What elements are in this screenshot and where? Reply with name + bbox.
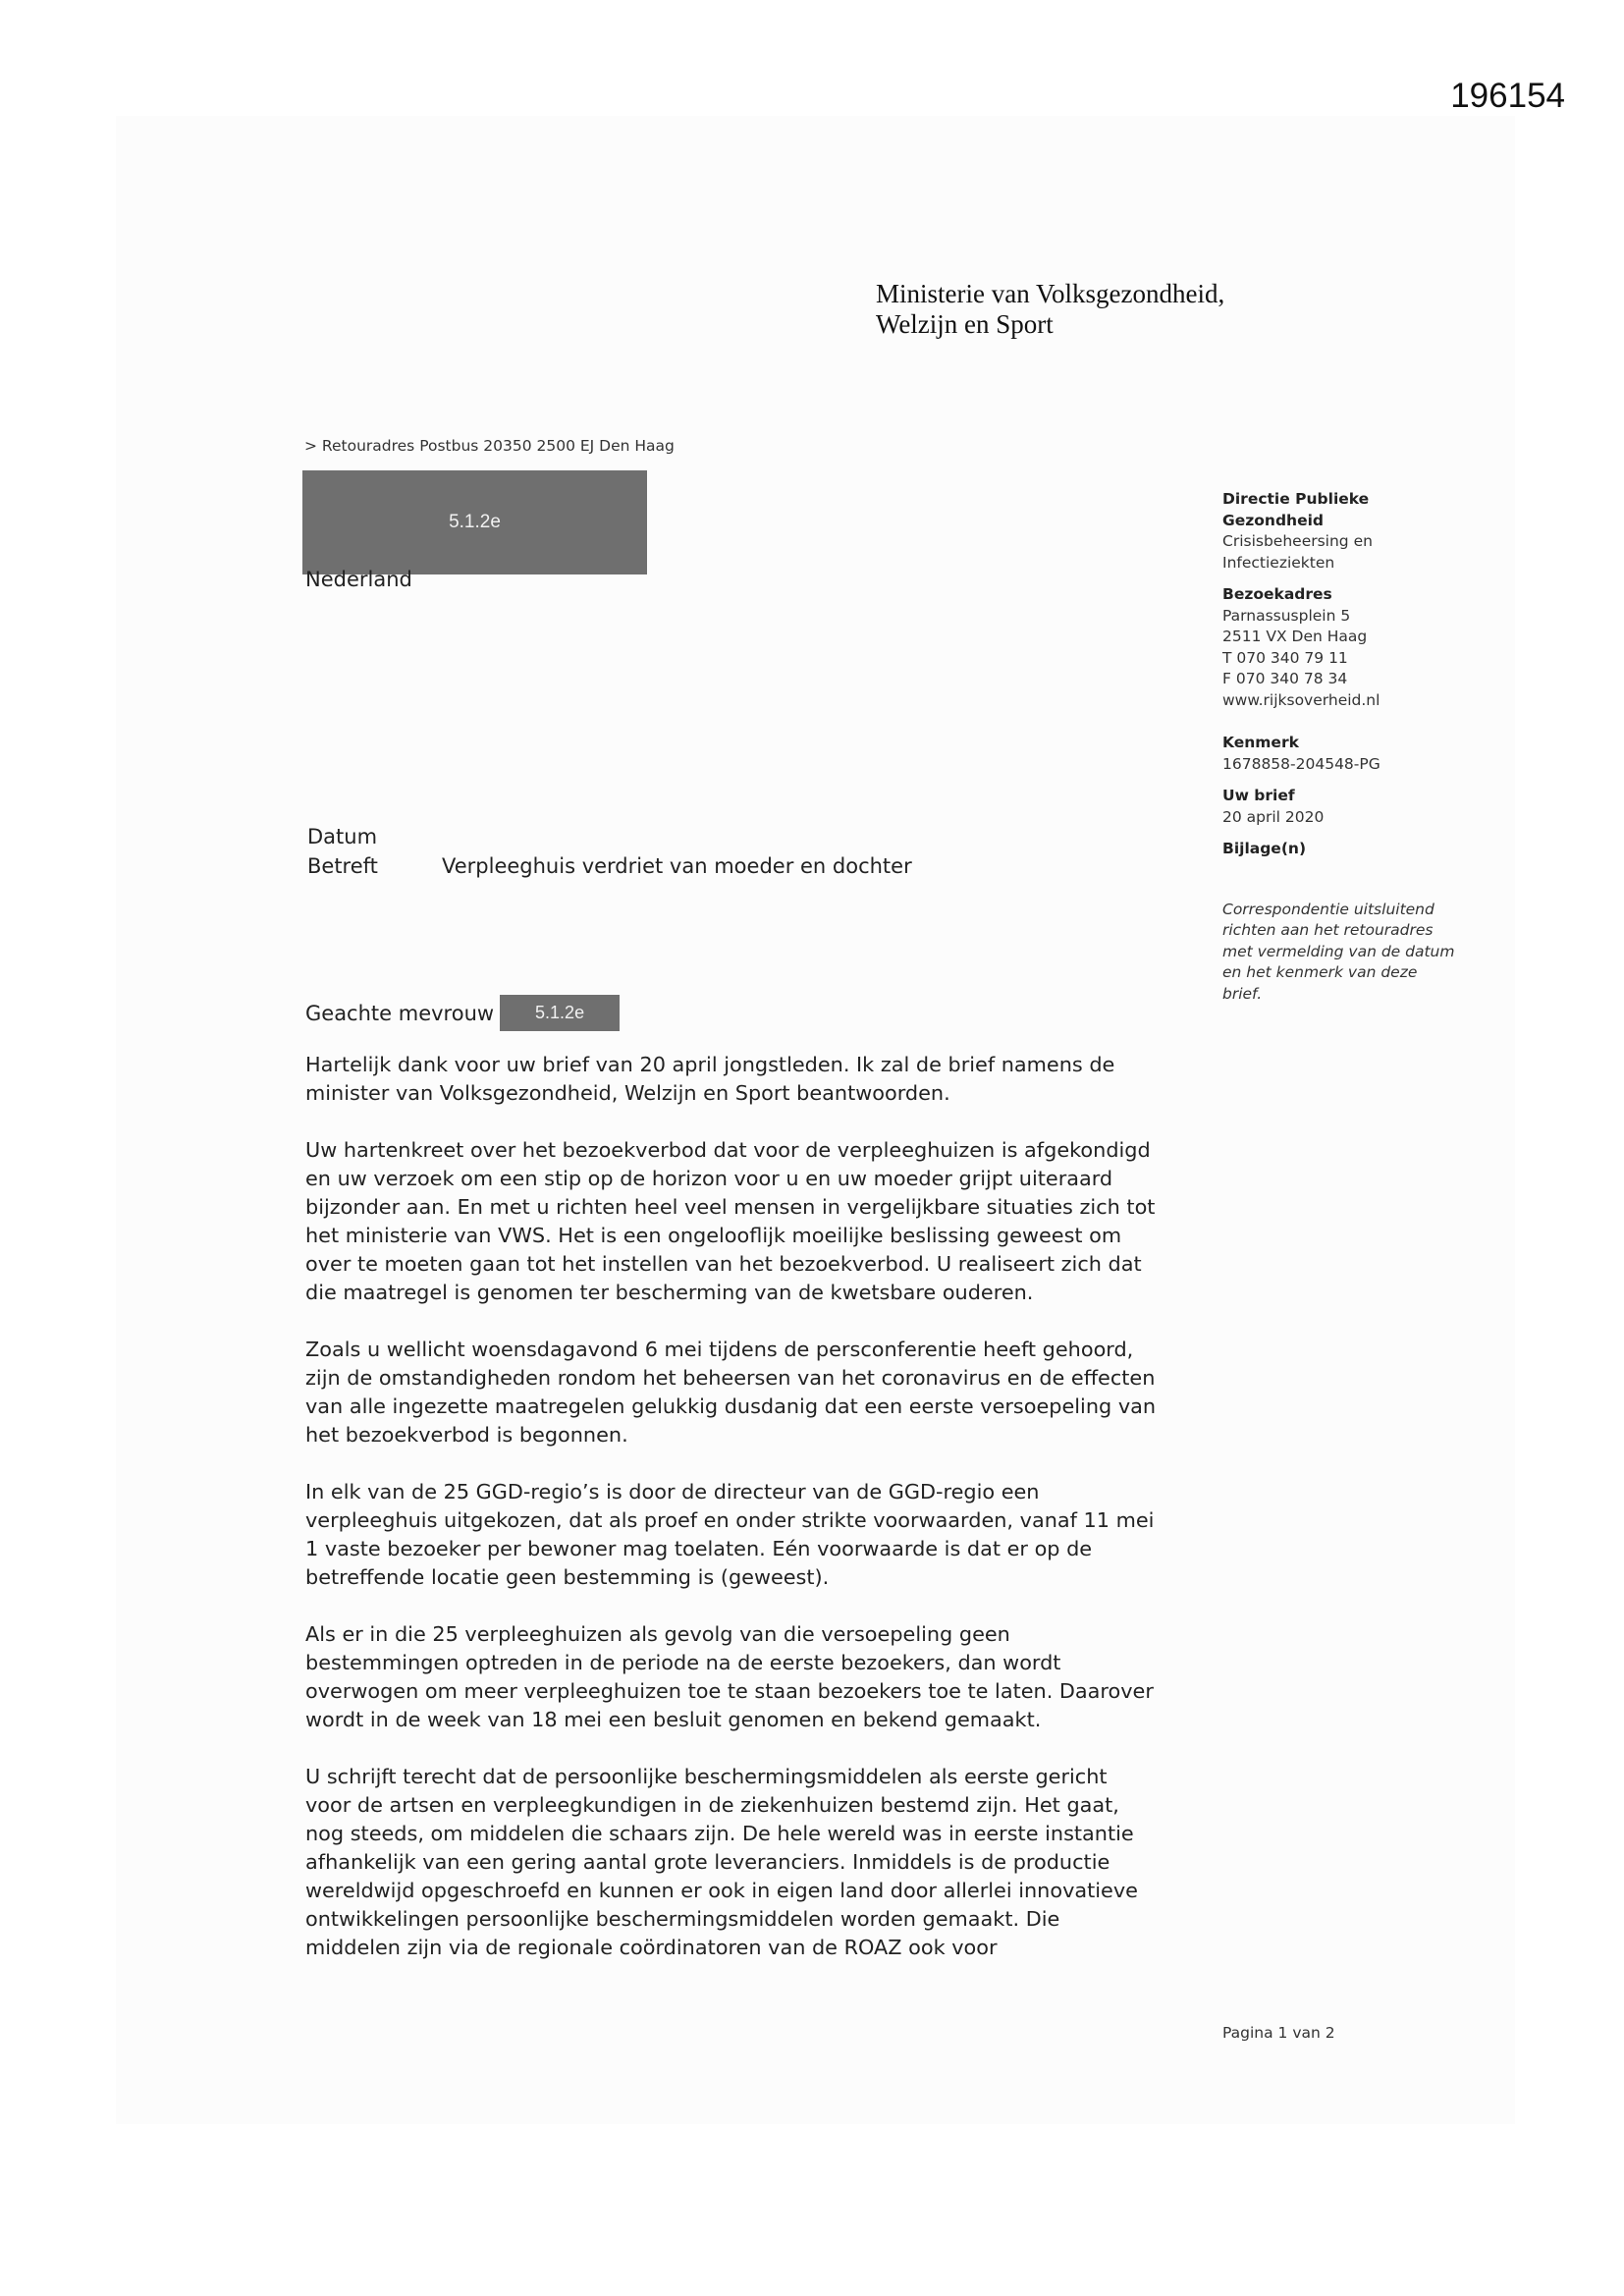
ministry-line: Ministerie van Volksgezondheid,	[876, 279, 1225, 308]
body-line: bijzonder aan. En met u richten heel veel mensen in vergelijkbare situaties zich tot	[305, 1195, 1156, 1219]
body-line: verpleeghuis uitgekozen, dat als proef en onder strikte voorwaarden, vanaf 11 mei	[305, 1508, 1155, 1532]
page-number: Pagina 1 van 2	[1222, 2024, 1335, 2042]
visit-address-line: Parnassusplein 5	[1222, 606, 1351, 625]
body-line: overwogen om meer verpleeghuizen toe te staan bezoekers toe te laten. Daarover	[305, 1679, 1154, 1703]
subject-row	[307, 851, 912, 881]
subject-label: Betreft	[307, 854, 378, 878]
body-paragraph	[305, 1478, 1214, 1592]
department-name: Gezondheid	[1222, 511, 1324, 529]
body-line: wereldwijd opgeschroefd en kunnen er ook in eigen land door allerlei innovatieve	[305, 1879, 1138, 1902]
recipient-country: Nederland	[305, 568, 412, 591]
your-letter-heading: Uw brief	[1222, 787, 1295, 804]
subdepartment-name: Crisisbeheersing en	[1222, 532, 1373, 550]
visit-address-line: 2511 VX Den Haag	[1222, 628, 1368, 645]
body-line: Hartelijk dank voor uw brief van 20 april jongstleden. Ik zal de brief namens de	[305, 1053, 1115, 1076]
visit-address-heading: Bezoekadres	[1222, 585, 1332, 603]
phone-number: T 070 340 79 11	[1222, 648, 1348, 667]
ministry-line: Welzijn en Sport	[876, 309, 1054, 339]
redacted-recipient-address: 5.1.2e	[302, 470, 647, 574]
body-line: ontwikkelingen persoonlijke beschermingsmiddelen worden gemaakt. Die	[305, 1907, 1060, 1931]
body-paragraph	[305, 1620, 1214, 1734]
body-line: die maatregel is genomen ter bescherming van de kwetsbare ouderen.	[305, 1281, 1034, 1304]
note-line: brief.	[1222, 984, 1263, 1003]
redacted-name: 5.1.2e	[500, 995, 620, 1031]
return-address: > Retouradres Postbus 20350 2500 EJ Den Haag	[304, 437, 675, 455]
body-line: wordt in de week van 18 mei een besluit genomen en bekend gemaakt.	[305, 1708, 1042, 1731]
body-line: het bezoekverbod is begonnen.	[305, 1423, 628, 1447]
letter-body	[305, 1051, 1214, 1991]
letter-meta	[307, 822, 912, 881]
fax-number: F 070 340 78 34	[1222, 670, 1348, 687]
date-label: Datum	[307, 825, 378, 848]
body-line: zijn de omstandigheden rondom het beheersen van het coronavirus en de effecten	[305, 1366, 1156, 1390]
note-line: met vermelding van de datum	[1222, 942, 1455, 960]
reference-value: 1678858-204548-PG	[1222, 754, 1380, 773]
subdepartment-name: Infectieziekten	[1222, 553, 1335, 572]
note-line: Correspondentie uitsluitend	[1222, 900, 1435, 918]
body-line: het ministerie van VWS. Het is een ongelooflijk moeilijke beslissing geweest om	[305, 1224, 1122, 1247]
date-row	[307, 822, 912, 851]
body-paragraph	[305, 1136, 1214, 1307]
body-paragraph	[305, 1336, 1214, 1449]
salutation-text: Geachte mevrouw	[305, 1001, 495, 1025]
body-paragraph	[305, 1051, 1214, 1108]
body-line: afhankelijk van een gering aantal grote leveranciers. Inmiddels is de productie	[305, 1850, 1110, 1874]
your-letter-date: 20 april 2020	[1222, 807, 1325, 826]
body-line: In elk van de 25 GGD-regio’s is door de directeur van de GGD-regio een	[305, 1480, 1040, 1503]
document-number: 196154	[1450, 77, 1565, 115]
department-name: Directie Publieke	[1222, 490, 1370, 508]
body-paragraph	[305, 1763, 1214, 1962]
body-line: betreffende locatie geen bestemming is (geweest).	[305, 1565, 830, 1589]
note-line: richten aan het retouradres	[1222, 921, 1434, 939]
body-line: Als er in die 25 verpleeghuizen als gevolg van die versoepeling geen	[305, 1622, 1010, 1646]
ministry-logo-text	[876, 279, 1224, 340]
body-line: en uw verzoek om een stip op de horizon voor u en uw moeder grijpt uiteraard	[305, 1167, 1113, 1190]
reference-heading: Kenmerk	[1222, 734, 1299, 751]
body-line: nog steeds, om middelen die schaars zijn. De hele wereld was in eerste instantie	[305, 1822, 1134, 1845]
website-link[interactable]: www.rijksoverheid.nl	[1222, 690, 1380, 709]
body-line: over te moeten gaan tot het instellen van het bezoekverbod. U realiseert zich dat	[305, 1252, 1142, 1276]
body-line: van alle ingezette maatregelen gelukkig dusdanig dat een eerste versoepeling van	[305, 1394, 1157, 1418]
attachments-heading: Bijlage(n)	[1222, 840, 1307, 857]
subject-value: Verpleeghuis verdriet van moeder en dochter	[442, 854, 912, 878]
body-line: Zoals u wellicht woensdagavond 6 mei tijdens de persconferentie heeft gehoord,	[305, 1338, 1134, 1361]
body-line: voor de artsen en verpleegkundigen in de ziekenhuizen bestemd zijn. Het gaat,	[305, 1793, 1119, 1817]
body-line: middelen zijn via de regionale coördinatoren van de ROAZ ook voor	[305, 1936, 998, 1959]
salutation	[305, 995, 620, 1031]
body-line: Uw hartenkreet over het bezoekverbod dat voor de verpleeghuizen is afgekondigd	[305, 1138, 1151, 1162]
correspondence-note	[1222, 900, 1488, 1006]
body-line: minister van Volksgezondheid, Welzijn en Sport beantwoorden.	[305, 1081, 950, 1105]
body-line: U schrijft terecht dat de persoonlijke beschermingsmiddelen als eerste gericht	[305, 1765, 1108, 1788]
body-line: 1 vaste bezoeker per bewoner mag toelaten. Eén voorwaarde is dat er op de	[305, 1537, 1093, 1560]
body-line: bestemmingen optreden in de periode na de eerste bezoekers, dan wordt	[305, 1651, 1061, 1674]
note-line: en het kenmerk van deze	[1222, 963, 1418, 981]
letter-sidebar	[1222, 489, 1488, 1005]
